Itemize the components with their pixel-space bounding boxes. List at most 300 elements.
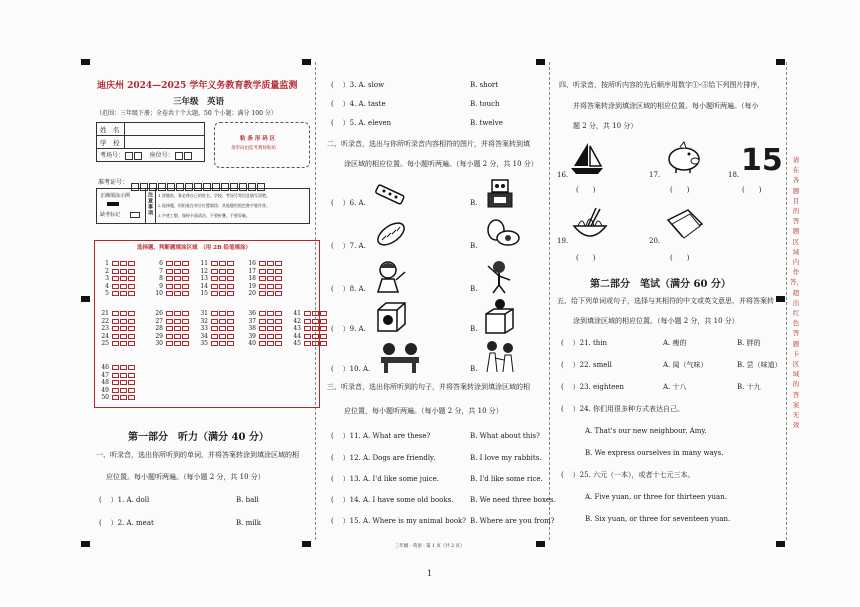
answer-bubble-a[interactable] — [259, 326, 266, 331]
answer-area-title: 选择题、判断题填涂区域 （用 2B 铅笔填涂） — [137, 245, 252, 251]
answer-bubble-c[interactable] — [128, 380, 135, 385]
answer-bubble-b[interactable] — [219, 326, 226, 331]
answer-bubble-a[interactable] — [166, 261, 173, 266]
answer-bubble-row-14[interactable] — [198, 284, 235, 290]
q15-option-b: B. Where are you from? — [470, 517, 555, 525]
q3-option-a: ）3. A. slow — [342, 81, 385, 89]
question-11: ( ）11. A. What are these? — [331, 432, 431, 440]
question-21: ( ）21. thin — [561, 339, 608, 347]
answer-bubble-c[interactable] — [227, 341, 234, 346]
q25-prompt: ）25. 六元（一本），或者十七元三本。 — [572, 471, 695, 479]
answer-bubble-row-23[interactable] — [99, 326, 136, 332]
answer-bubble-c[interactable] — [182, 334, 189, 339]
answer-bubble-b[interactable] — [120, 319, 127, 324]
answer-bubble-a[interactable] — [304, 326, 311, 331]
name-field[interactable] — [125, 123, 205, 136]
answer-bubble-row-31[interactable] — [198, 311, 235, 317]
question-15: ( ）15. A. Where is my animal book? — [331, 517, 467, 525]
answer-bubble-a[interactable] — [112, 326, 119, 331]
answer-bubble-a[interactable] — [259, 284, 266, 289]
answer-bubble-c[interactable] — [275, 291, 282, 296]
answer-bubble-a[interactable] — [259, 291, 266, 296]
answer-bubble-c[interactable] — [182, 341, 189, 346]
answer-bubble-c[interactable] — [128, 319, 135, 324]
answer-bubble-b[interactable] — [120, 365, 127, 370]
answer-bubble-row-2[interactable] — [99, 269, 136, 275]
answer-bubble-a[interactable] — [259, 311, 266, 316]
answer-bubble-b[interactable] — [120, 311, 127, 316]
answer-bubble-a[interactable] — [166, 341, 173, 346]
answer-bubble-b[interactable] — [219, 319, 226, 324]
answer-bubble-b[interactable] — [267, 291, 274, 296]
answer-number: 29 — [155, 332, 163, 340]
answer-number: 30 — [155, 340, 163, 348]
q22-option-a: A. 闻（气味） — [663, 361, 708, 369]
school-label: 学 校 — [97, 136, 125, 149]
answer-bubble-b[interactable] — [312, 319, 319, 324]
item-18-paren[interactable]: ( ) — [742, 186, 762, 194]
answer-bubble-b[interactable] — [120, 284, 127, 289]
answer-bubble-a[interactable] — [259, 341, 266, 346]
answer-bubble-row-22[interactable] — [99, 319, 136, 325]
answer-bubble-b[interactable] — [219, 291, 226, 296]
remote-control-icon — [372, 178, 408, 210]
answer-number: 4 — [105, 282, 109, 290]
answer-bubble-row-6[interactable] — [153, 261, 190, 267]
answer-bubble-a[interactable] — [112, 388, 119, 393]
barcode-label: 粘 条 形 码 区 — [240, 136, 276, 142]
item-16-number: 16. — [557, 171, 569, 179]
q1-option-a: ）1. A. doll — [110, 496, 150, 504]
answer-number: 9 — [159, 282, 163, 290]
answer-bubble-b[interactable] — [267, 276, 274, 281]
section4-instruction-line3: 题 2 分，共 10 分） — [573, 122, 638, 130]
answer-bubble-b[interactable] — [174, 269, 181, 274]
answer-bubble-row-18[interactable] — [246, 276, 283, 282]
girl-icon — [372, 258, 408, 294]
answer-bubble-row-45[interactable] — [291, 341, 328, 347]
answer-bubble-row-35[interactable] — [198, 341, 235, 347]
answer-bubble-b[interactable] — [120, 291, 127, 296]
answer-bubble-c[interactable] — [128, 269, 135, 274]
q22-word: ）22. smell — [572, 361, 612, 369]
registration-mark — [302, 541, 311, 547]
answer-bubble-c[interactable] — [227, 261, 234, 266]
answer-bubble-a[interactable] — [166, 291, 173, 296]
section5-instruction-line2: 涂到填涂区域的相应位置。（每小题 2 分，共 10 分） — [573, 317, 739, 325]
answer-bubble-b[interactable] — [174, 284, 181, 289]
answer-number: 19 — [248, 282, 256, 290]
answer-bubble-a[interactable] — [211, 341, 218, 346]
answer-bubble-row-30[interactable] — [153, 341, 190, 347]
answer-bubble-b[interactable] — [219, 311, 226, 316]
answer-bubble-a[interactable] — [211, 291, 218, 296]
answer-bubble-c[interactable] — [275, 319, 282, 324]
q24-option-a: A. That's our new neighbour, Amy. — [585, 427, 707, 435]
answer-bubble-a[interactable] — [211, 334, 218, 339]
answer-bubble-row-20[interactable] — [246, 291, 283, 297]
answer-bubble-b[interactable] — [312, 334, 319, 339]
answer-bubble-a[interactable] — [211, 326, 218, 331]
answer-number: 25 — [101, 340, 109, 348]
answer-bubble-a[interactable] — [259, 261, 266, 266]
answer-bubble-b[interactable] — [174, 319, 181, 324]
answer-bubble-a[interactable] — [211, 269, 218, 274]
answer-bubble-row-4[interactable] — [99, 284, 136, 290]
answer-bubble-row-19[interactable] — [246, 284, 283, 290]
answer-bubble-b[interactable] — [267, 319, 274, 324]
answer-bubble-a[interactable] — [259, 269, 266, 274]
question-1: ( ）1. A. doll — [99, 496, 150, 504]
answer-bubble-a[interactable] — [304, 311, 311, 316]
answer-bubble-b[interactable] — [219, 334, 226, 339]
noodles-icon — [570, 206, 610, 244]
answer-bubble-b[interactable] — [120, 334, 127, 339]
answer-bubble-row-41[interactable] — [291, 311, 328, 317]
answer-bubble-row-39[interactable] — [246, 334, 283, 340]
answer-bubble-b[interactable] — [174, 334, 181, 339]
answer-number: 6 — [159, 260, 163, 267]
answer-bubble-c[interactable] — [128, 261, 135, 266]
room-field[interactable] — [134, 152, 142, 160]
answer-bubble-b[interactable] — [174, 341, 181, 346]
answer-bubble-b[interactable] — [120, 326, 127, 331]
answer-bubble-row-29[interactable] — [153, 334, 190, 340]
answer-bubble-b[interactable] — [120, 388, 127, 393]
answer-bubble-c[interactable] — [182, 291, 189, 296]
answer-bubble-a[interactable] — [166, 326, 173, 331]
answer-bubble-a[interactable] — [259, 334, 266, 339]
answer-bubble-c[interactable] — [182, 261, 189, 266]
answer-bubble-b[interactable] — [219, 284, 226, 289]
question-3: ( ）3. A. slow — [331, 81, 385, 89]
answer-bubble-a[interactable] — [166, 284, 173, 289]
q21-option-b: B. 胖的 — [737, 339, 761, 347]
answer-bubble-row-13[interactable] — [198, 276, 235, 282]
name-label: 姓 名 — [97, 123, 125, 136]
answer-bubble-c[interactable] — [275, 311, 282, 316]
answer-bubble-b[interactable] — [267, 311, 274, 316]
answer-bubble-row-12[interactable] — [198, 269, 235, 275]
answer-bubble-a[interactable] — [112, 291, 119, 296]
answer-number: 10 — [155, 290, 163, 298]
answer-bubble-b[interactable] — [120, 380, 127, 385]
q25-option-a: A. Five yuan, or three for thirteen yuan. — [585, 493, 727, 501]
answer-bubble-b[interactable] — [219, 269, 226, 274]
question-14: ( ）14. A. I have some old books. — [331, 496, 454, 504]
answer-number: 37 — [248, 317, 256, 325]
answer-bubble-row-25[interactable] — [99, 341, 136, 347]
answer-bubble-row-16[interactable] — [246, 261, 283, 267]
answer-bubble-b[interactable] — [312, 326, 319, 331]
answer-bubble-a[interactable] — [112, 380, 119, 385]
answer-bubble-row-17[interactable] — [246, 269, 283, 275]
answer-bubble-a[interactable] — [304, 319, 311, 324]
q10-option-b: B. — [470, 365, 478, 373]
answer-bubble-row-38[interactable] — [246, 326, 283, 332]
q12-option-b: B. I love my rabbits. — [470, 454, 542, 462]
answer-bubble-row-33[interactable] — [198, 326, 235, 332]
answer-bubble-row-46[interactable] — [99, 365, 136, 371]
question-4: ( ）4. A. taste — [331, 100, 386, 108]
answer-bubble-c[interactable] — [128, 276, 135, 281]
answer-bubble-row-5[interactable] — [99, 291, 136, 297]
answer-number: 3 — [105, 275, 109, 283]
answer-bubble-a[interactable] — [211, 284, 218, 289]
q23-option-b: B. 十九 — [737, 383, 761, 391]
section1-instruction-line2: 应位置。每小题听两遍。（每小题 2 分，共 10 分） — [106, 473, 265, 481]
answer-bubble-b[interactable] — [120, 276, 127, 281]
answer-bubble-row-42[interactable] — [291, 319, 328, 325]
answer-number: 27 — [155, 317, 163, 325]
answer-bubble-c[interactable] — [227, 269, 234, 274]
answer-bubble-row-11[interactable] — [198, 261, 235, 267]
answer-bubble-row-26[interactable] — [153, 311, 190, 317]
room-field[interactable] — [125, 152, 133, 160]
q2-option-a: ）2. A. meat — [110, 519, 154, 527]
answer-bubble-b[interactable] — [267, 269, 274, 274]
answer-bubble-a[interactable] — [259, 319, 266, 324]
answer-bubble-a[interactable] — [112, 341, 119, 346]
answer-bubble-c[interactable] — [128, 388, 135, 393]
answer-bubble-c[interactable] — [182, 319, 189, 324]
answer-bubble-c[interactable] — [275, 334, 282, 339]
answer-bubble-row-50[interactable] — [99, 395, 136, 401]
answer-bubble-c[interactable] — [182, 311, 189, 316]
children-playing-icon — [482, 338, 518, 376]
answer-bubble-b[interactable] — [120, 373, 127, 378]
seat-field[interactable] — [175, 152, 183, 160]
answer-bubble-c[interactable] — [275, 341, 282, 346]
answer-bubble-b[interactable] — [174, 311, 181, 316]
item-16-paren[interactable]: ( ) — [576, 186, 596, 194]
q6-label: ）6. A. — [342, 199, 366, 207]
answer-bubble-row-27[interactable] — [153, 319, 190, 325]
answer-number: 18 — [248, 275, 256, 283]
answer-bubble-row-47[interactable] — [99, 373, 136, 379]
answer-bubble-row-36[interactable] — [246, 311, 283, 317]
answer-number: 24 — [101, 332, 109, 340]
answer-bubble-a[interactable] — [112, 365, 119, 370]
answer-bubble-a[interactable] — [211, 276, 218, 281]
answer-bubble-a[interactable] — [166, 334, 173, 339]
part1-heading: 第一部分 听力（满分 40 分） — [128, 432, 269, 443]
answer-bubble-a[interactable] — [112, 284, 119, 289]
answer-bubble-a[interactable] — [166, 269, 173, 274]
question-12: ( ）12. A. Dogs are friendly. — [331, 454, 436, 462]
answer-bubble-a[interactable] — [211, 319, 218, 324]
answer-bubble-a[interactable] — [211, 311, 218, 316]
answer-bubble-row-9[interactable] — [153, 284, 190, 290]
answer-bubble-c[interactable] — [128, 373, 135, 378]
q3-option-b: B. short — [470, 81, 499, 89]
item-20-number: 20. — [649, 237, 661, 245]
answer-bubble-row-44[interactable] — [291, 334, 328, 340]
answer-bubble-a[interactable] — [166, 319, 173, 324]
note-item-2: 2.选择题，用铅笔在对应位置填涂；其他题用黑色签字笔作答。 — [158, 203, 270, 208]
answer-bubble-a[interactable] — [211, 261, 218, 266]
answer-bubble-c[interactable] — [128, 311, 135, 316]
answer-bubble-b[interactable] — [219, 341, 226, 346]
answer-bubble-c[interactable] — [227, 284, 234, 289]
q25-option-b: B. Six yuan, or three for seventeen yuan. — [585, 515, 731, 523]
answer-bubble-row-7[interactable] — [153, 269, 190, 275]
answer-bubble-c[interactable] — [320, 334, 327, 339]
grade-subject: 三年级 英语 — [173, 97, 225, 107]
answer-bubble-b[interactable] — [267, 261, 274, 266]
answer-bubble-c[interactable] — [320, 319, 327, 324]
answer-bubble-b[interactable] — [219, 276, 226, 281]
q9-label: ）9. A. — [342, 325, 366, 333]
answer-bubble-row-40[interactable] — [246, 341, 283, 347]
school-field[interactable] — [125, 136, 205, 149]
answer-bubble-c[interactable] — [275, 269, 282, 274]
answer-bubble-b[interactable] — [120, 395, 127, 400]
pig-icon — [664, 140, 704, 174]
answer-bubble-c[interactable] — [320, 341, 327, 346]
answer-number: 16 — [248, 260, 256, 267]
page-number: 1 — [427, 569, 433, 578]
question-7: ( ）7. A. — [331, 242, 366, 250]
answer-bubble-b[interactable] — [219, 261, 226, 266]
answer-bubble-a[interactable] — [112, 373, 119, 378]
answer-bubble-c[interactable] — [227, 319, 234, 324]
item-19-paren[interactable]: ( ) — [576, 254, 596, 262]
answer-bubble-row-48[interactable] — [99, 380, 136, 386]
answer-bubble-row-28[interactable] — [153, 326, 190, 332]
answer-bubble-c[interactable] — [275, 276, 282, 281]
answer-bubble-a[interactable] — [112, 276, 119, 281]
answer-number: 50 — [101, 394, 109, 402]
answer-bubble-a[interactable] — [259, 276, 266, 281]
answer-number: 26 — [155, 310, 163, 317]
answer-bubble-c[interactable] — [128, 334, 135, 339]
answer-bubble-c[interactable] — [128, 291, 135, 296]
answer-bubble-row-15[interactable] — [198, 291, 235, 297]
answer-bubble-c[interactable] — [227, 326, 234, 331]
answer-bubble-c[interactable] — [128, 365, 135, 370]
answer-bubble-c[interactable] — [227, 276, 234, 281]
answer-bubble-c[interactable] — [275, 326, 282, 331]
paper-icon — [664, 206, 706, 242]
answer-bubble-c[interactable] — [128, 284, 135, 289]
section3-instruction-line1: 三、听录音，选出你所听到的句子，并将答案转涂到填涂区域的相 — [327, 383, 530, 391]
answer-bubble-c[interactable] — [275, 261, 282, 266]
item-20-paren[interactable]: ( ) — [670, 254, 690, 262]
item-17-paren[interactable]: ( ) — [670, 186, 690, 194]
answer-number: 35 — [200, 340, 208, 348]
ball-in-box-icon — [374, 300, 408, 334]
answer-bubble-b[interactable] — [174, 276, 181, 281]
q6-option-b: B. — [470, 199, 478, 207]
item-18-number-picture: 15 — [741, 143, 783, 178]
question-22: ( ）22. smell — [561, 361, 612, 369]
answer-bubble-b[interactable] — [267, 284, 274, 289]
q22-option-b: B. 尝（味道） — [737, 361, 782, 369]
answer-bubble-row-49[interactable] — [99, 388, 136, 394]
registration-mark — [81, 59, 90, 65]
attention-label: 注意事项 — [147, 192, 153, 216]
answer-bubble-row-3[interactable] — [99, 276, 136, 282]
answer-bubble-row-32[interactable] — [198, 319, 235, 325]
question-24: ( ）24. 你们用很多种方式表达自己。 — [561, 405, 684, 413]
question-10: ( ）10. A. — [331, 365, 371, 373]
answer-bubble-row-37[interactable] — [246, 319, 283, 325]
answer-bubble-c[interactable] — [275, 284, 282, 289]
q4-option-b: B. touch — [470, 100, 500, 108]
q21-word: ）21. thin — [572, 339, 608, 347]
answer-bubble-b[interactable] — [312, 311, 319, 316]
answer-bubble-c[interactable] — [182, 269, 189, 274]
answer-bubble-a[interactable] — [112, 311, 119, 316]
answer-bubble-b[interactable] — [174, 261, 181, 266]
answer-bubble-row-1[interactable] — [99, 261, 136, 267]
q13-option-b: B. I'd like some rice. — [470, 475, 543, 483]
seat-field[interactable] — [184, 152, 192, 160]
section4-instruction-line1: 四、听录音，按所听内容的先后顺序用数字①-⑤给下列图片排序， — [559, 81, 765, 89]
answer-number: 46 — [101, 364, 109, 371]
answer-bubble-a[interactable] — [112, 334, 119, 339]
answer-number: 43 — [293, 325, 301, 333]
answer-bubble-b[interactable] — [174, 291, 181, 296]
answer-bubble-c[interactable] — [128, 326, 135, 331]
answer-bubble-c[interactable] — [320, 326, 327, 331]
answer-bubble-a[interactable] — [166, 276, 173, 281]
answer-bubble-row-21[interactable] — [99, 311, 136, 317]
q10-label: ）10. A. — [342, 365, 371, 373]
answer-bubble-row-43[interactable] — [291, 326, 328, 332]
registration-mark — [776, 296, 785, 302]
answer-bubble-c[interactable] — [128, 341, 135, 346]
answer-bubble-c[interactable] — [227, 291, 234, 296]
answer-bubble-b[interactable] — [120, 269, 127, 274]
answer-bubble-b[interactable] — [312, 341, 319, 346]
answer-bubble-a[interactable] — [112, 261, 119, 266]
answer-number: 20 — [248, 290, 256, 298]
column-divider — [786, 62, 787, 540]
answer-bubble-b[interactable] — [267, 326, 274, 331]
answer-bubble-row-10[interactable] — [153, 291, 190, 297]
answer-bubble-b[interactable] — [120, 341, 127, 346]
answer-bubble-a[interactable] — [166, 311, 173, 316]
answer-bubble-a[interactable] — [304, 334, 311, 339]
answer-bubble-b[interactable] — [267, 334, 274, 339]
answer-bubble-c[interactable] — [182, 276, 189, 281]
answer-bubble-a[interactable] — [112, 319, 119, 324]
answer-bubble-b[interactable] — [267, 341, 274, 346]
answer-bubble-c[interactable] — [227, 334, 234, 339]
absent-mark-box[interactable] — [130, 212, 140, 218]
answer-number: 47 — [101, 371, 109, 379]
answer-bubble-c[interactable] — [182, 326, 189, 331]
answer-bubble-b[interactable] — [174, 326, 181, 331]
section2-instruction-line2: 涂区域的相应位置。每小题听两遍。（每小题 2 分，共 10 分） — [344, 160, 538, 168]
answer-number: 23 — [101, 325, 109, 333]
answer-bubble-c[interactable] — [128, 395, 135, 400]
answer-bubble-row-24[interactable] — [99, 334, 136, 340]
answer-bubble-c[interactable] — [182, 284, 189, 289]
answer-bubble-c[interactable] — [320, 311, 327, 316]
answer-bubble-c[interactable] — [227, 311, 234, 316]
answer-bubble-b[interactable] — [120, 261, 127, 266]
answer-bubble-row-8[interactable] — [153, 276, 190, 282]
item-19-number: 19. — [557, 237, 569, 245]
answer-bubble-a[interactable] — [304, 341, 311, 346]
answer-bubble-row-34[interactable] — [198, 334, 235, 340]
note-item-3: 3.字迹工整，保持卡面清洁，不要折叠，不要弄破。 — [158, 213, 250, 218]
answer-bubble-a[interactable] — [112, 395, 119, 400]
answer-bubble-a[interactable] — [112, 269, 119, 274]
